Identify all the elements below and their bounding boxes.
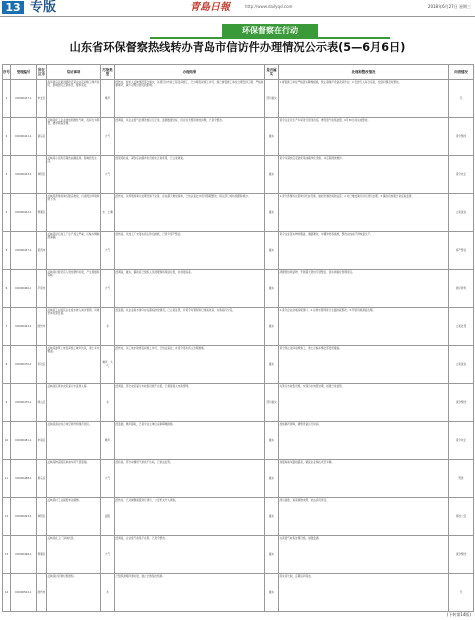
cell-text: 部分属实 (266, 96, 277, 100)
cell-account (449, 232, 474, 270)
cell-no (3, 118, 11, 156)
cell-district (37, 232, 47, 270)
cell-real (265, 156, 279, 194)
cell-text: 1.督促施工单位严格落实降噪措施，禁止高噪声设备夜间作业；2.安排专人每日巡查，发现问题及时整改。 (279, 80, 402, 84)
cell-text: 加强柴油车路检路查，督促企业淘汰老旧车辆。 (279, 460, 334, 464)
cell-text: D0000452-1 (15, 210, 32, 214)
cell-account (449, 422, 474, 460)
cell-text: 大气 (104, 134, 111, 138)
cell-id (11, 156, 37, 194)
cell-text: 落实河长制，定期巡河保洁。 (279, 574, 314, 578)
cell-text: D0000457-1 (15, 248, 32, 252)
cell-text: D0000475-1 (15, 400, 32, 404)
cell-text: 责令企业对生产车间进行密闭改造，增设废气收集装置，6月30日前完成整改。 (279, 118, 371, 122)
cell-district (37, 384, 47, 422)
cell-text: 莱西市 (37, 248, 46, 252)
cell-real (265, 422, 279, 460)
cell-text: 经调查，企业废气收集不完善，已责令整改。 (115, 536, 168, 540)
page-header (0, 0, 475, 17)
cell-text: 属实 (268, 362, 275, 366)
cell-rectify (279, 346, 449, 384)
cell-text: D0000460-1 (15, 286, 32, 290)
section-name: 专版 (30, 0, 57, 15)
cell-text: 属实 (268, 286, 275, 290)
cell-district (37, 118, 47, 156)
cell-no (3, 194, 11, 232)
cell-text: 市北区 (37, 96, 46, 100)
cell-text: 属实 (268, 514, 275, 518)
cell-text: 城阳区 (37, 172, 46, 176)
cell-issue (47, 536, 101, 574)
cell-text: 属实 (268, 552, 275, 556)
cell-text: 完善污水收集设施，实现污水纳管处理，加强日常监管。 (279, 384, 345, 388)
cell-district (37, 156, 47, 194)
cell-rectify (279, 384, 449, 422)
cell-text: 5 (5, 248, 8, 252)
cell-text: 水、土壤 (102, 210, 113, 214)
cell-issue (47, 118, 101, 156)
cell-text: 平度市 (37, 286, 46, 290)
cell-text: 3 (5, 172, 8, 176)
cell-real (265, 118, 279, 156)
cell-text: 14 (4, 590, 9, 594)
cell-district (37, 346, 47, 384)
cell-district (37, 270, 47, 308)
table-header-row (3, 65, 474, 80)
cell-text: 无 (459, 590, 463, 594)
cell-result (115, 118, 265, 156)
cell-text: 反映某养殖场粪污随意堆放，污染周边环境和地下水。 (47, 194, 100, 201)
cell-text: 责令改正 (455, 172, 467, 176)
cell-real (265, 80, 279, 118)
col-header-issue: 信访事项 (47, 65, 101, 80)
cell-rectify (279, 270, 449, 308)
cell-text: D0000470-1 (15, 362, 32, 366)
cell-result (115, 156, 265, 194)
cell-text: 责令整改 (455, 400, 467, 404)
cell-text: 经核实，该工地未取得夜间施工许可，已依法查处，并责令落实扬尘治理措施。 (115, 346, 207, 350)
cell-issue (47, 422, 101, 460)
cell-text: 8 (5, 362, 8, 366)
cell-text: D0000441-1 (15, 134, 32, 138)
cell-account (449, 80, 474, 118)
cell-real (265, 460, 279, 498)
cell-text: 部分属实 (266, 400, 277, 404)
cell-text: 移送公安 (455, 514, 467, 518)
cell-text: 市南区 (37, 438, 46, 442)
cell-text: 经监测，噪声超标，已责令业主单位采取降噪措施。 (115, 422, 176, 426)
cell-type (101, 346, 115, 384)
cell-text: 李沧区 (37, 362, 46, 366)
cell-account (449, 536, 474, 574)
cell-rectify (279, 156, 449, 194)
cell-text: 反映某砂石加工厂生产扬尘严重，运输车辆抛洒滴漏。 (47, 232, 100, 239)
cell-result (115, 498, 265, 536)
cell-district (37, 422, 47, 460)
cell-issue (47, 346, 101, 384)
cell-text: 反映景区周边农家宴污水直排入海。 (47, 384, 89, 388)
table-row (3, 308, 474, 346)
cell-text: 4 (5, 210, 8, 214)
cell-text: 经调查，该企业废气处理设施运行正常，监测数据达标，但存在无组织排放问题，已责令整改。 (115, 118, 225, 122)
cell-issue (47, 308, 101, 346)
cell-text: D0000502-1 (15, 590, 32, 594)
col-header-district: 所在区市 (37, 65, 47, 80)
cell-issue (47, 460, 101, 498)
cell-text: D0000481-1 (15, 438, 32, 442)
cell-text: 清理焚烧残留物，开展露天焚烧专项整治，落实网格化管理责任。 (279, 270, 355, 274)
cell-text: 7 (5, 324, 8, 328)
cell-type (101, 536, 115, 574)
cell-text: 反映某化工企业排放刺激性气味，夜间尤为明显，要求调查处理。 (47, 118, 100, 125)
cell-text: 反映某化工厂异味扰民。 (47, 536, 77, 540)
cell-district (37, 498, 47, 536)
continued-note: (下转第14版) (446, 612, 471, 617)
cell-type (101, 194, 115, 232)
cell-text: 完善废气收集处理设施，加强监测。 (279, 536, 321, 540)
cell-account (449, 118, 474, 156)
cell-text: 大气 (104, 172, 111, 176)
table-row (3, 498, 474, 536)
cell-type (101, 156, 115, 194)
cell-text: 黄岛区 (37, 134, 46, 138)
cell-no (3, 498, 11, 536)
cell-result (115, 80, 265, 118)
cell-text: 经核实，该养殖场粪污处理设施不完善，存在露天堆放现象，已依法查处并责令限期整改，相关部门将持续跟踪督办。 (115, 194, 251, 198)
banner-divider (150, 37, 390, 39)
cell-text: 经检查，部分车辆尾气排放不达标，已依法处罚。 (115, 460, 173, 464)
cell-text: 经核实，信访人反映情况部分属实，该项目为市政工程夜间施工，已办理夜间施工许可，现已督促施工单位合理安排工期，严格控制噪声，减少对周边居民的影响。 (115, 80, 264, 87)
cell-type (101, 118, 115, 156)
cell-account (449, 346, 474, 384)
cell-type (101, 422, 115, 460)
cell-text: 反映某小区附近餐饮油烟直排，影响居民生活。 (47, 156, 97, 163)
cell-result (115, 232, 265, 270)
cell-no (3, 574, 11, 612)
cell-text: 投诉黄岛区黄河路附近某企业夜间施工噪声扰民，影响居民正常休息，要求查处。 (47, 80, 100, 87)
cell-real (265, 194, 279, 232)
cell-text: 属实 (268, 438, 275, 442)
cell-real (265, 232, 279, 270)
cell-text: 水 (106, 324, 109, 328)
cell-result (115, 308, 265, 346)
cell-id (11, 536, 37, 574)
cell-text: 责令整改 (455, 552, 467, 556)
cell-text: 经调查，部分农家宴污水收集设施不完善，已督促接入市政管网。 (115, 384, 191, 388)
cell-account (449, 270, 474, 308)
cell-text: 清运固废，追查倾倒来源，依法追究责任。 (279, 498, 329, 502)
cell-text: 无 (459, 96, 463, 100)
cell-rectify (279, 536, 449, 574)
cell-account (449, 308, 474, 346)
cell-text: 1 (5, 96, 8, 100)
cell-type (101, 384, 115, 422)
cell-no (3, 536, 11, 574)
cell-text: 属实 (268, 476, 275, 480)
cell-issue (47, 574, 101, 612)
cell-text: 加装隔声屏障，调整设备运行时间。 (279, 422, 321, 426)
cell-id (11, 232, 37, 270)
cell-id (11, 270, 37, 308)
cell-text: 责令该餐饮店安装使用油烟净化设施，并定期清洗维护。 (279, 156, 345, 160)
cell-result (115, 460, 265, 498)
cell-rectify (279, 194, 449, 232)
cell-id (11, 308, 37, 346)
cell-result (115, 574, 265, 612)
cell-real (265, 536, 279, 574)
cell-text: 大气 (104, 476, 111, 480)
table-row (3, 156, 474, 194)
cell-id (11, 498, 37, 536)
cell-text: 噪声 (104, 438, 111, 442)
cell-text: 2 (5, 134, 8, 138)
cell-rectify (279, 574, 449, 612)
cell-district (37, 80, 47, 118)
cell-no (3, 308, 11, 346)
col-header-rectify: 处理和整改情况 (279, 65, 449, 80)
cell-text: 经核实，已对倾倒固废进行清运，公安机关介入调查。 (115, 498, 178, 502)
issue-date: 2018年6月27日 星期三 (427, 4, 471, 9)
cell-text: 责令整改 (455, 134, 467, 138)
cell-issue (47, 194, 101, 232)
petition-table (2, 64, 474, 612)
cell-text: 责令停止夜间违规施工，渣土运输车辆全部密闭覆盖。 (279, 346, 342, 350)
cell-text: 大气 (104, 286, 111, 290)
cell-text: D0000463-1 (15, 324, 32, 328)
cell-no (3, 156, 11, 194)
cell-real (265, 498, 279, 536)
cell-id (11, 80, 37, 118)
page-number: 13 (2, 1, 24, 14)
cell-real (265, 308, 279, 346)
cell-text: 水 (106, 400, 109, 404)
cell-text: 反映某村附近有人焚烧塑料垃圾，产生黑烟和异味。 (47, 270, 100, 277)
cell-text: 胶州市 (37, 590, 46, 594)
col-header-no: 序号 (3, 65, 11, 80)
cell-text: 大气 (104, 552, 111, 556)
table-row (3, 232, 474, 270)
table-row (3, 422, 474, 460)
cell-account (449, 156, 474, 194)
cell-text: 崂山区 (37, 400, 46, 404)
cell-result (115, 270, 265, 308)
cell-type (101, 574, 115, 612)
cell-text: 反映某物流园区柴油车尾气冒黑烟。 (47, 460, 89, 464)
cell-text: 属实 (268, 172, 275, 176)
campaign-banner: 环保督察在行动 (222, 24, 318, 37)
cell-real (265, 574, 279, 612)
table-row (3, 270, 474, 308)
table-row (3, 346, 474, 384)
cell-text: 罚款 (458, 476, 464, 480)
table-row (3, 80, 474, 118)
cell-text: D0000493-1 (15, 514, 32, 518)
cell-id (11, 422, 37, 460)
cell-text: 立案查处 (455, 362, 467, 366)
cell-id (11, 194, 37, 232)
cell-id (11, 384, 37, 422)
cell-text: D0000488-1 (15, 476, 32, 480)
cell-text: 反映某村工业固废非法倾倒。 (47, 498, 82, 502)
cell-text: 即墨区 (37, 552, 46, 556)
cell-result (115, 422, 265, 460)
cell-no (3, 232, 11, 270)
table-row (3, 384, 474, 422)
cell-type (101, 80, 115, 118)
cell-type (101, 308, 115, 346)
cell-account (449, 384, 474, 422)
cell-account (449, 460, 474, 498)
cell-rectify (279, 422, 449, 460)
cell-issue (47, 156, 101, 194)
site-url[interactable]: http://www.dailyqd.com (245, 4, 293, 9)
cell-text: 立案查处 (455, 210, 467, 214)
cell-district (37, 574, 47, 612)
cell-district (37, 536, 47, 574)
table-row (3, 194, 474, 232)
col-header-id: 受理编号 (11, 65, 37, 80)
cell-text: 噪声、大气 (102, 361, 113, 368)
cell-rectify (279, 498, 449, 536)
cell-text: 经核查，该加工厂未落实扬尘防治措施，已责令停产整治。 (115, 232, 183, 236)
table-row (3, 574, 474, 612)
cell-text: 属实 (268, 248, 275, 252)
cell-real (265, 384, 279, 422)
cell-text: 黄岛区 (37, 476, 46, 480)
cell-no (3, 270, 11, 308)
cell-id (11, 118, 37, 156)
cell-result (115, 384, 265, 422)
cell-no (3, 80, 11, 118)
cell-text: 城阳区 (37, 514, 46, 518)
cell-id (11, 346, 37, 384)
cell-district (37, 460, 47, 498)
cell-text: D0000443-1 (15, 172, 32, 176)
cell-id (11, 460, 37, 498)
cell-text: 属实 (268, 324, 275, 328)
cell-text: 属实 (268, 134, 275, 138)
cell-text: 责令企业落实物料覆盖、道路硬化、车辆冲洗等措施，整改完成前不得恢复生产。 (279, 232, 373, 236)
cell-real (265, 346, 279, 384)
cell-text: 固废 (104, 514, 111, 518)
cell-text: 大气 (104, 248, 111, 252)
cell-text: 批评教育 (455, 286, 467, 290)
cell-text: 12 (4, 514, 9, 518)
cell-issue (47, 498, 101, 536)
cell-text: 属实 (268, 210, 275, 214)
cell-result (115, 536, 265, 574)
cell-no (3, 422, 11, 460)
cell-text: 即墨区 (37, 210, 46, 214)
cell-rectify (279, 308, 449, 346)
cell-id (11, 574, 37, 612)
col-header-type: 污染类型 (101, 65, 115, 80)
cell-text: 反映某村河道垃圾堆积。 (47, 574, 77, 578)
table-row (3, 460, 474, 498)
cell-text: 胶州市 (37, 324, 46, 328)
cell-text: 经调查，属实，镇政府已组织人员清理现场残留垃圾，并加强巡查。 (115, 270, 194, 274)
table-row (3, 118, 474, 156)
cell-text: 11 (4, 476, 9, 480)
cell-text: 属实 (268, 590, 275, 594)
cell-real (265, 270, 279, 308)
cell-text: 立案处罚 (455, 324, 467, 328)
cell-account (449, 574, 474, 612)
cell-result (115, 194, 265, 232)
cell-district (37, 194, 47, 232)
cell-text: D0000437-1 (15, 96, 32, 100)
cell-text: 经现场检查，餐饮店油烟净化设施未正常使用，已立案调查。 (115, 156, 186, 160)
col-header-real: 是否属实 (265, 65, 279, 80)
cell-district (37, 308, 47, 346)
cell-account (449, 498, 474, 536)
cell-type (101, 498, 115, 536)
cell-text: 停产整治 (455, 248, 467, 252)
cell-text: 反映某工业园区企业废水排入雨水管网，河道水体发黑发臭。 (47, 308, 100, 315)
cell-text: 13 (4, 552, 9, 556)
cell-text: 1.责令养殖场完善粪污贮存设施，做好防渗防雨防溢流；2.对已堆放粪污进行清运处理；3.镇政府加强日常巡查监管。 (279, 194, 415, 198)
cell-rectify (279, 232, 449, 270)
cell-issue (47, 80, 101, 118)
cell-issue (47, 384, 101, 422)
col-header-result: 办理结果 (115, 65, 265, 80)
col-header-account: 问责情况 (449, 65, 474, 80)
cell-account (449, 194, 474, 232)
page-title: 山东省环保督察热线转办青岛市信访件办理情况公示表(5—6月6日) (69, 41, 406, 54)
cell-text: 噪声 (104, 96, 111, 100)
newspaper-logo: 青島日報 (190, 2, 230, 13)
cell-rectify (279, 80, 449, 118)
cell-text: 1.责令企业封堵违规排口；2.对排水管网进行全面排查整改；3.开展河道清淤治理。 (279, 308, 376, 312)
cell-text: 经监测，该企业雨水排口存在超标排放情况，已立案处罚，并责令对管网进行排查改造，实施雨污分流。 (115, 308, 235, 312)
cell-no (3, 460, 11, 498)
cell-result (115, 346, 265, 384)
cell-no (3, 384, 11, 422)
cell-text: D0000498-1 (15, 552, 32, 556)
cell-text: 10 (4, 438, 9, 442)
cell-type (101, 460, 115, 498)
cell-rectify (279, 460, 449, 498)
cell-text: 反映某商业综合体空调外机噪声扰民。 (47, 422, 92, 426)
cell-issue (47, 270, 101, 308)
cell-text: 水 (106, 590, 109, 594)
cell-no (3, 346, 11, 384)
cell-type (101, 270, 115, 308)
table-row (3, 536, 474, 574)
cell-text: 9 (5, 400, 8, 404)
cell-type (101, 232, 115, 270)
cell-issue (47, 232, 101, 270)
cell-text: 责令改正 (455, 438, 467, 442)
cell-text: 6 (5, 286, 8, 290)
cell-rectify (279, 118, 449, 156)
cell-text: 已组织清理河道垃圾，建立长效保洁机制。 (115, 574, 165, 578)
cell-text: 反映某建筑工地夜间施工噪声扰民，渣土车未覆盖。 (47, 346, 100, 353)
